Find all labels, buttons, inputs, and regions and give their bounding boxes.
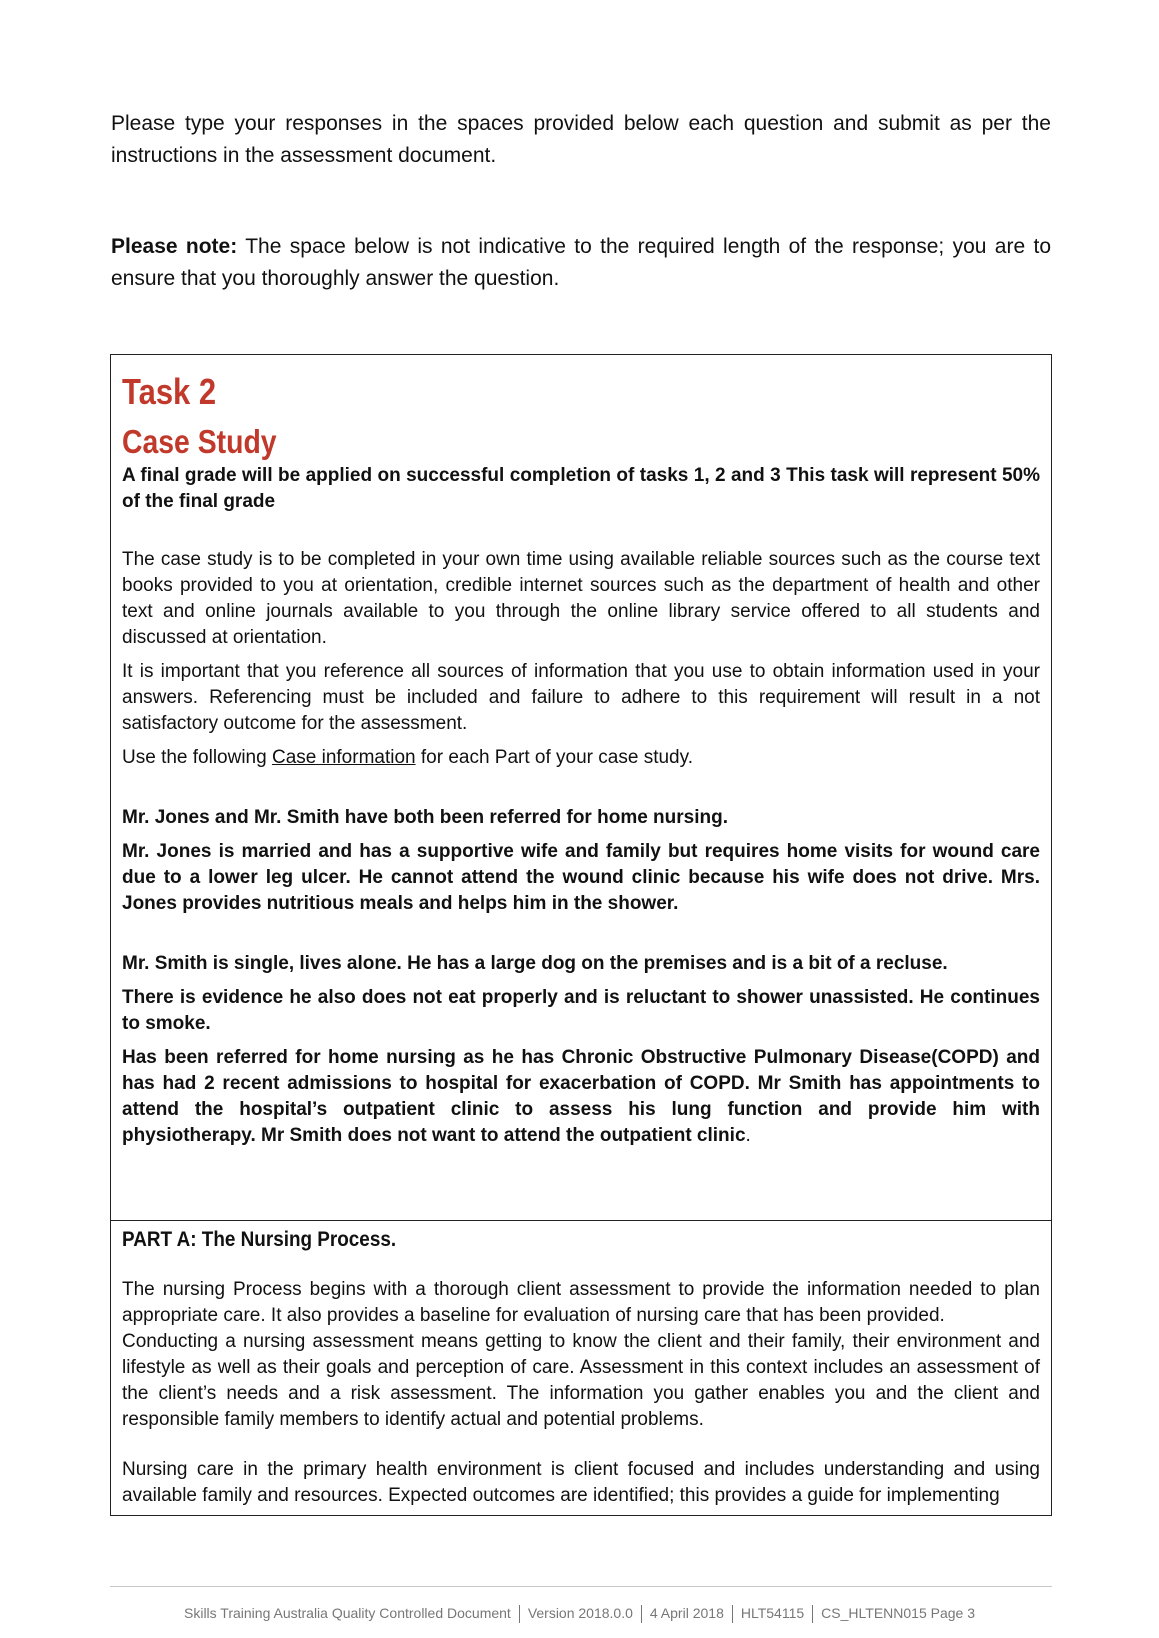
case-information-link[interactable]: Case information (271, 747, 416, 768)
footer-code: HLT54115 (740, 1605, 805, 1621)
part-a-paragraph-3: Nursing care in the primary health environment is client focused and includes understanding and using available family and resources. Expected outcomes are identified; this provides a guide for implementing (122, 1459, 1040, 1506)
case-mr-jones: Mr. Jones is married and has a supportive wife and family but requires home visits for wound care due to a lower leg ulcer. He cannot attend the wound clinic because his wife does not drive. Mrs. Jones provides nutritious meals and helps him in the shower. (122, 841, 1040, 914)
note-text: The space below is not indicative to the required length of the response; you are to ensure that you thoroughly answer the question. (111, 235, 1051, 290)
case-study-heading: Case Study (122, 423, 277, 460)
footer-date: 4 April 2018 (649, 1605, 724, 1621)
footer-version: Version 2018.0.0 (527, 1605, 633, 1621)
task-title: Task 2 (122, 371, 217, 412)
footer-document: Skills Training Australia Quality Controlled Document (184, 1605, 511, 1621)
part-a-box (110, 1220, 1052, 1516)
task-paragraph-3-end: for each Part of your case study. (415, 747, 693, 768)
footer-separator (732, 1605, 733, 1623)
footer-separator (519, 1605, 520, 1623)
part-a-title: PART A: The Nursing Process. (122, 1228, 397, 1251)
case-mr-smith-copd (122, 1045, 1040, 1149)
note-label: Please note: (111, 235, 238, 258)
page-footer (0, 1605, 1159, 1623)
task-2-box (110, 354, 1052, 1221)
case-mr-smith-copd-end: . (745, 1125, 751, 1146)
task-paragraph-3-start: Use the following (122, 747, 272, 768)
task-paragraph-2: It is important that you reference all sources of information that you use to obtain information used in your answers. Referencing must be included and failure to adhere to this requirement will result in a not satisfactory outcome for the assessment. (122, 661, 1040, 734)
intro-paragraph: Please type your responses in the spaces provided below each question and submit as per the instructions in the assessment document. (111, 112, 1051, 167)
part-a-paragraph-2: Conducting a nursing assessment means getting to know the client and their family, their environment and lifestyle as well as their goals and perception of care. Assessment in this context includes an assessment of the client’s needs and a risk assessment. The information you gather enables you and the client and responsible family members to identify actual and potential problems. (122, 1331, 1040, 1430)
note-paragraph (111, 231, 1051, 295)
footer-divider (110, 1586, 1052, 1587)
case-mr-smith-copd-text: Has been referred for home nursing as he has Chronic Obstructive Pulmonary Disease(COPD) and has had 2 recent admissions to hospital for exacerbation of COPD. Mr Smith has appointments to attend the hospital’s outpatient clinic to assess his lung function and provide him with physiotherapy. Mr Smith does not want to attend the outpatient clinic (122, 1047, 1040, 1146)
grade-note: A final grade will be applied on successful completion of tasks 1, 2 and 3 This task will represent 50% of the final grade (122, 465, 1040, 512)
footer-separator (812, 1605, 813, 1623)
case-mr-smith-evidence: There is evidence he also does not eat properly and is reluctant to shower unassisted. He continues to smoke. (122, 987, 1040, 1034)
case-mr-smith: Mr. Smith is single, lives alone. He has a large dog on the premises and is a bit of a recluse. (122, 953, 948, 974)
footer-separator (641, 1605, 642, 1623)
task-paragraph-1: The case study is to be completed in your own time using available reliable sources such as the course text books provided to you at orientation, credible internet sources such as the department of health and other text and online journals available to you through the online library service offered to all students and discussed at orientation. (122, 549, 1040, 648)
intro-instructions (111, 108, 1051, 172)
case-referral: Mr. Jones and Mr. Smith have both been referred for home nursing. (122, 807, 728, 828)
intro-note (111, 231, 1051, 295)
part-a-paragraph-1: The nursing Process begins with a thorough client assessment to provide the information needed to plan appropriate care. It also provides a baseline for evaluation of nursing care that has been provided. (122, 1279, 1040, 1326)
footer-page: CS_HLTENN015 Page 3 (821, 1605, 975, 1621)
task-paragraph-3 (122, 745, 1040, 771)
